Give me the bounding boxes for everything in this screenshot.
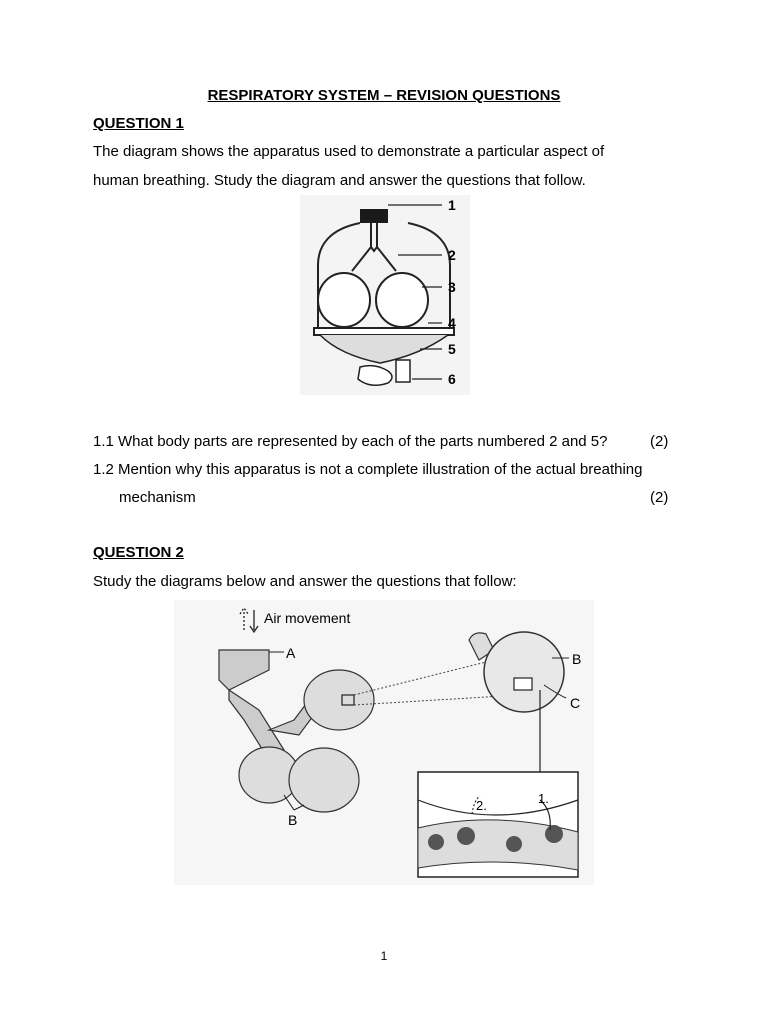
question-2-intro: Study the diagrams below and answer the questions that follow: [93,573,517,590]
jar-rim [314,328,454,335]
alveoli-diagram [174,600,594,885]
label-1: 1 [448,197,456,213]
question-1-intro-line-2: human breathing. Study the diagram and answer the questions that follow. [93,172,586,189]
label-arrow-2: 2. [476,798,487,813]
label-2: 2 [448,247,456,263]
question-1-intro-line-1: The diagram shows the apparatus used to demonstrate a particular aspect of [93,143,605,160]
question-2-heading: QUESTION 2 [93,544,184,561]
label-b-bottom: B [288,812,298,828]
document-title: RESPIRATORY SYSTEM – REVISION QUESTIONS [207,87,561,104]
air-movement-label: Air movement [264,610,351,626]
label-4: 4 [448,315,456,331]
gas-exchange-inset [418,772,578,877]
label-3: 3 [448,279,456,295]
bell-jar-diagram [300,195,470,395]
page-number: 1 [380,949,388,963]
right-balloon [376,273,428,327]
label-arrow-1: 1. [538,791,549,806]
question-1-2-marks: (2) [650,489,669,506]
label-a: A [286,645,296,661]
question-1-heading: QUESTION 1 [93,115,184,132]
left-balloon [318,273,370,327]
question-1-2-text-line-1: 1.2 Mention why this apparatus is not a complete illustration of the actual breathing [93,461,643,478]
question-1-2-text-line-2: mechanism [119,489,196,506]
label-c: C [570,695,581,711]
label-b-top: B [572,651,582,667]
label-6: 6 [448,371,456,387]
question-1-1-text: 1.1 What body parts are represented by each of the parts numbered 2 and 5? [93,433,608,450]
question-1-1-marks: (2) [650,433,669,450]
stopper [360,209,388,223]
label-5: 5 [448,341,456,357]
